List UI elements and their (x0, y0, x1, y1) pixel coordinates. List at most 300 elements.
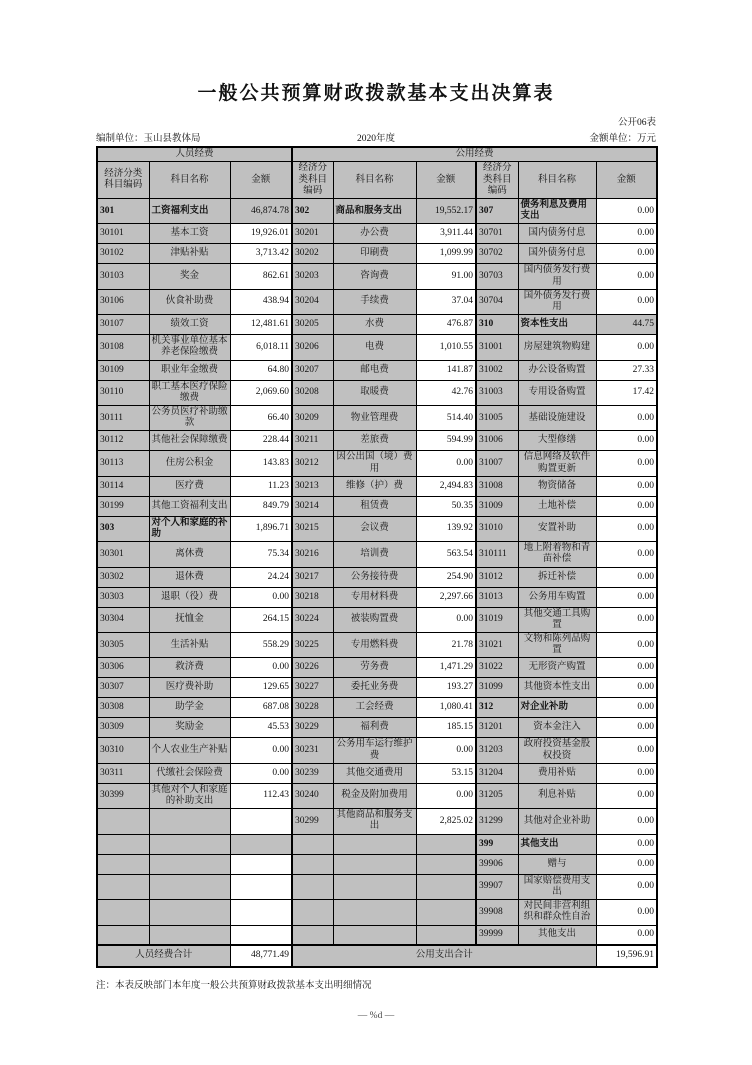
subject-name-cell: 医疗费补助 (149, 678, 230, 698)
subject-name-cell: 被装购置费 (333, 607, 416, 632)
subject-name-cell: 地上附着物和青苗补偿 (518, 542, 596, 567)
amount-cell: 0.00 (596, 925, 657, 945)
subject-name-cell: 其他对个人和家庭的补助支出 (149, 783, 230, 808)
amount-cell: 1,471.29 (416, 658, 476, 678)
code-cell: 30224 (292, 607, 333, 632)
subject-name-cell: 公务接待费 (333, 567, 416, 587)
table-row (97, 516, 657, 541)
subject-name-cell: 维修（护）费 (333, 476, 416, 496)
subject-name-cell: 绩效工资 (149, 315, 230, 335)
doc-number: 公开06表 (617, 117, 656, 128)
column-header: 科目名称 (149, 162, 230, 199)
amount-cell: 0.00 (596, 698, 657, 718)
column-header: 经济分类科目编码 (292, 162, 333, 199)
amount-cell: 24.24 (230, 567, 292, 587)
expenditure-table (96, 146, 658, 968)
amount-cell: 19,552.17 (416, 199, 476, 224)
amount-cell: 0.00 (596, 834, 657, 854)
subject-name-cell: 资本性支出 (518, 315, 596, 335)
code-cell: 30111 (97, 406, 149, 431)
footnote: 注：本表反映部门本年度一般公共预算财政拨款基本支出明细情况 (96, 981, 372, 991)
amount-cell: 0.00 (596, 289, 657, 314)
subject-name-cell: 物业管理费 (333, 406, 416, 431)
code-cell: 30208 (292, 380, 333, 405)
subject-name-cell: 其他社会保障缴费 (149, 431, 230, 451)
amount-cell: 438.94 (230, 289, 292, 314)
subject-name-cell (333, 834, 416, 854)
subject-name-cell (333, 900, 416, 925)
amount-cell (230, 925, 292, 945)
code-cell: 399 (476, 834, 518, 854)
table-row (97, 406, 657, 431)
subject-name-cell: 委托业务费 (333, 678, 416, 698)
code-cell (97, 900, 149, 925)
personnel-total-label: 人员经费合计 (97, 945, 230, 967)
subject-name-cell: 基础设施建设 (518, 406, 596, 431)
amount-cell: 0.00 (230, 587, 292, 607)
code-cell: 30704 (476, 289, 518, 314)
code-cell: 30211 (292, 431, 333, 451)
amount-cell: 0.00 (230, 738, 292, 763)
subject-name-cell: 离休费 (149, 542, 230, 567)
code-cell: 30218 (292, 587, 333, 607)
code-cell (97, 925, 149, 945)
subject-name-cell: 其他对企业补助 (518, 809, 596, 834)
amount-cell: 0.00 (596, 678, 657, 698)
amount-cell: 64.80 (230, 360, 292, 380)
code-cell: 30217 (292, 567, 333, 587)
subject-name-cell: 土地补偿 (518, 496, 596, 516)
code-cell: 30107 (97, 315, 149, 335)
column-header: 经济分类科目编码 (97, 162, 149, 199)
code-cell: 302 (292, 199, 333, 224)
amount-cell: 0.00 (596, 451, 657, 476)
amount-cell (416, 874, 476, 899)
amount-cell: 0.00 (596, 496, 657, 516)
code-cell: 30302 (97, 567, 149, 587)
subject-name-cell: 文物和陈列品购置 (518, 633, 596, 658)
code-cell: 30701 (476, 224, 518, 244)
subject-name-cell: 退职（役）费 (149, 587, 230, 607)
table-row (97, 542, 657, 567)
subject-name-cell: 对企业补助 (518, 698, 596, 718)
subject-name-cell: 专用设备购置 (518, 380, 596, 405)
subject-name-cell: 对民间非营利组织和群众性自治 (518, 900, 596, 925)
code-cell: 310 (476, 315, 518, 335)
code-cell: 30299 (292, 809, 333, 834)
code-cell: 31009 (476, 496, 518, 516)
subject-name-cell: 代缴社会保险费 (149, 763, 230, 783)
amount-cell: 558.29 (230, 633, 292, 658)
table-row (97, 925, 657, 945)
amount-cell: 0.00 (596, 567, 657, 587)
code-cell: 30201 (292, 224, 333, 244)
public-total-amount: 19,596.91 (596, 945, 657, 967)
amount-cell: 563.54 (416, 542, 476, 567)
table-row (97, 335, 657, 360)
table-row (97, 678, 657, 698)
subject-name-cell: 救济费 (149, 658, 230, 678)
code-cell: 30199 (97, 496, 149, 516)
code-cell: 31010 (476, 516, 518, 541)
amount-cell: 12,481.61 (230, 315, 292, 335)
subject-name-cell: 其他资本性支出 (518, 678, 596, 698)
amount-unit-label: 金额单位：万元 (589, 133, 656, 144)
amount-cell: 254.90 (416, 567, 476, 587)
amount-cell: 0.00 (230, 658, 292, 678)
amount-cell: 0.00 (596, 607, 657, 632)
totals-row (97, 945, 657, 967)
amount-cell (230, 900, 292, 925)
amount-cell: 0.00 (596, 809, 657, 834)
subject-name-cell: 其他交通费用 (333, 763, 416, 783)
column-header: 经济分类科目编码 (476, 162, 518, 199)
code-cell: 30399 (97, 783, 149, 808)
subject-name-cell (149, 854, 230, 874)
amount-cell: 0.00 (596, 718, 657, 738)
subject-name-cell: 生活补贴 (149, 633, 230, 658)
code-cell (97, 834, 149, 854)
table-row (97, 763, 657, 783)
amount-cell: 0.00 (596, 854, 657, 874)
amount-cell: 0.00 (596, 335, 657, 360)
amount-cell: 2,494.83 (416, 476, 476, 496)
amount-cell: 91.00 (416, 264, 476, 289)
subject-name-cell: 退休费 (149, 567, 230, 587)
code-cell (292, 900, 333, 925)
amount-cell: 0.00 (596, 476, 657, 496)
amount-cell: 3,713.42 (230, 244, 292, 264)
column-header: 金额 (416, 162, 476, 199)
subject-name-cell: 税金及附加费用 (333, 783, 416, 808)
subject-name-cell: 无形资产购置 (518, 658, 596, 678)
code-cell: 30305 (97, 633, 149, 658)
code-cell (292, 854, 333, 874)
amount-cell (416, 900, 476, 925)
subject-name-cell: 咨询费 (333, 264, 416, 289)
table-row (97, 854, 657, 874)
table-row (97, 698, 657, 718)
subject-name-cell: 国内债务发行费用 (518, 264, 596, 289)
subject-name-cell: 房屋建筑物购建 (518, 335, 596, 360)
table-row (97, 718, 657, 738)
code-cell: 31001 (476, 335, 518, 360)
amount-cell: 17.42 (596, 380, 657, 405)
subject-name-cell: 伙食补助费 (149, 289, 230, 314)
code-cell: 307 (476, 199, 518, 224)
subject-name-cell: 政府投资基金股权投资 (518, 738, 596, 763)
code-cell: 39907 (476, 874, 518, 899)
amount-cell: 193.27 (416, 678, 476, 698)
amount-cell: 21.78 (416, 633, 476, 658)
subject-name-cell: 手续费 (333, 289, 416, 314)
amount-cell (416, 854, 476, 874)
code-cell: 310111 (476, 542, 518, 567)
subject-name-cell: 租赁费 (333, 496, 416, 516)
amount-cell (230, 809, 292, 834)
amount-cell: 6,018.11 (230, 335, 292, 360)
code-cell: 30311 (97, 763, 149, 783)
amount-cell: 0.00 (596, 264, 657, 289)
subject-name-cell: 差旅费 (333, 431, 416, 451)
subject-name-cell: 其他工资福利支出 (149, 496, 230, 516)
amount-cell: 0.00 (596, 658, 657, 678)
code-cell: 30229 (292, 718, 333, 738)
amount-cell: 849.79 (230, 496, 292, 516)
amount-cell: 44.75 (596, 315, 657, 335)
subject-name-cell: 电费 (333, 335, 416, 360)
code-cell: 30102 (97, 244, 149, 264)
subject-name-cell: 会议费 (333, 516, 416, 541)
table-row (97, 783, 657, 808)
amount-cell: 11.23 (230, 476, 292, 496)
table-row (97, 289, 657, 314)
subject-name-cell: 利息补贴 (518, 783, 596, 808)
code-cell: 31021 (476, 633, 518, 658)
amount-cell: 594.99 (416, 431, 476, 451)
amount-cell: 0.00 (596, 244, 657, 264)
subject-name-cell: 水费 (333, 315, 416, 335)
table-row (97, 900, 657, 925)
subject-name-cell: 其他支出 (518, 925, 596, 945)
amount-cell: 0.00 (230, 763, 292, 783)
amount-cell: 112.43 (230, 783, 292, 808)
code-cell: 31008 (476, 476, 518, 496)
table-row (97, 496, 657, 516)
code-cell: 31204 (476, 763, 518, 783)
subject-name-cell (149, 874, 230, 899)
subject-name-cell: 个人农业生产补贴 (149, 738, 230, 763)
code-cell: 30108 (97, 335, 149, 360)
subject-name-cell: 商品和服务支出 (333, 199, 416, 224)
amount-cell: 0.00 (596, 406, 657, 431)
amount-cell: 0.00 (596, 224, 657, 244)
table-row (97, 587, 657, 607)
code-cell: 30205 (292, 315, 333, 335)
subject-name-cell: 培训费 (333, 542, 416, 567)
amount-cell (416, 925, 476, 945)
amount-cell: 476.87 (416, 315, 476, 335)
column-header: 金额 (596, 162, 657, 199)
code-cell: 30101 (97, 224, 149, 244)
code-cell: 30213 (292, 476, 333, 496)
code-cell: 30212 (292, 451, 333, 476)
subject-name-cell: 助学金 (149, 698, 230, 718)
code-cell: 30204 (292, 289, 333, 314)
code-cell: 30226 (292, 658, 333, 678)
code-cell: 30303 (97, 587, 149, 607)
amount-cell: 143.83 (230, 451, 292, 476)
amount-cell: 185.15 (416, 718, 476, 738)
subject-name-cell: 其他支出 (518, 834, 596, 854)
subject-name-cell: 专用材料费 (333, 587, 416, 607)
amount-cell: 0.00 (596, 900, 657, 925)
subject-name-cell: 物资储备 (518, 476, 596, 496)
code-cell: 31099 (476, 678, 518, 698)
code-cell: 31022 (476, 658, 518, 678)
subject-name-cell: 其他商品和服务支出 (333, 809, 416, 834)
amount-cell: 0.00 (596, 587, 657, 607)
subject-name-cell: 职业年金缴费 (149, 360, 230, 380)
subject-name-cell: 印刷费 (333, 244, 416, 264)
subject-name-cell: 其他交通工具购置 (518, 607, 596, 632)
subject-name-cell (333, 854, 416, 874)
public-funds-header: 公用经费 (292, 147, 657, 162)
amount-cell (230, 854, 292, 874)
code-cell: 30202 (292, 244, 333, 264)
code-cell: 30301 (97, 542, 149, 567)
subject-name-cell: 办公设备购置 (518, 360, 596, 380)
public-total-label: 公用支出合计 (292, 945, 596, 967)
table-row (97, 633, 657, 658)
table-row (97, 315, 657, 335)
table-row (97, 380, 657, 405)
amount-cell: 66.40 (230, 406, 292, 431)
subject-name-cell: 对个人和家庭的补助 (149, 516, 230, 541)
code-cell (97, 809, 149, 834)
code-cell: 30309 (97, 718, 149, 738)
subject-name-cell (149, 834, 230, 854)
code-cell: 39906 (476, 854, 518, 874)
subject-name-cell: 工会经费 (333, 698, 416, 718)
subject-name-cell: 津贴补贴 (149, 244, 230, 264)
amount-cell: 0.00 (596, 738, 657, 763)
code-cell: 30109 (97, 360, 149, 380)
code-cell: 30110 (97, 380, 149, 405)
code-cell: 30227 (292, 678, 333, 698)
amount-cell: 27.33 (596, 360, 657, 380)
table-row (97, 809, 657, 834)
code-cell: 30112 (97, 431, 149, 451)
subject-name-cell: 医疗费 (149, 476, 230, 496)
subject-name-cell: 奖励金 (149, 718, 230, 738)
code-cell: 31205 (476, 783, 518, 808)
code-cell: 30209 (292, 406, 333, 431)
table-row (97, 244, 657, 264)
subject-name-cell: 资本金注入 (518, 718, 596, 738)
code-cell: 30306 (97, 658, 149, 678)
table-row (97, 834, 657, 854)
code-cell (97, 854, 149, 874)
subject-name-cell (333, 925, 416, 945)
subject-name-cell: 奖金 (149, 264, 230, 289)
fiscal-year-label: 2020年度 (356, 133, 395, 144)
code-cell: 30114 (97, 476, 149, 496)
amount-cell: 264.15 (230, 607, 292, 632)
code-cell: 30216 (292, 542, 333, 567)
code-cell: 312 (476, 698, 518, 718)
amount-cell: 50.35 (416, 496, 476, 516)
code-cell: 30106 (97, 289, 149, 314)
code-cell: 30215 (292, 516, 333, 541)
subject-name-cell (149, 925, 230, 945)
code-cell: 301 (97, 199, 149, 224)
subject-name-cell: 费用补贴 (518, 763, 596, 783)
code-cell: 31005 (476, 406, 518, 431)
table-row (97, 199, 657, 224)
code-cell: 30231 (292, 738, 333, 763)
amount-cell: 0.00 (596, 874, 657, 899)
code-cell: 31012 (476, 567, 518, 587)
amount-cell: 0.00 (596, 431, 657, 451)
page-number-marker: — %d — (357, 1011, 395, 1021)
subject-name-cell (149, 809, 230, 834)
amount-cell: 139.92 (416, 516, 476, 541)
amount-cell: 46,874.78 (230, 199, 292, 224)
amount-cell: 0.00 (416, 607, 476, 632)
amount-cell: 19,926.01 (230, 224, 292, 244)
code-cell: 30206 (292, 335, 333, 360)
code-cell: 30113 (97, 451, 149, 476)
subject-name-cell: 国外债务发行费用 (518, 289, 596, 314)
amount-cell: 0.00 (416, 738, 476, 763)
amount-cell: 53.15 (416, 763, 476, 783)
code-cell: 31007 (476, 451, 518, 476)
code-cell: 31006 (476, 431, 518, 451)
table-row (97, 264, 657, 289)
table-row (97, 431, 657, 451)
code-cell: 31003 (476, 380, 518, 405)
amount-cell: 2,825.02 (416, 809, 476, 834)
table-row (97, 224, 657, 244)
code-cell: 30310 (97, 738, 149, 763)
subject-name-cell: 住房公积金 (149, 451, 230, 476)
amount-cell (230, 874, 292, 899)
amount-cell: 0.00 (596, 542, 657, 567)
code-cell: 31013 (476, 587, 518, 607)
subject-name-cell: 赠与 (518, 854, 596, 874)
subject-name-cell (333, 874, 416, 899)
amount-cell: 0.00 (416, 783, 476, 808)
code-cell: 30103 (97, 264, 149, 289)
amount-cell: 1,080.41 (416, 698, 476, 718)
subject-name-cell: 职工基本医疗保险缴费 (149, 380, 230, 405)
amount-cell: 3,911.44 (416, 224, 476, 244)
meta-row (96, 130, 656, 144)
amount-cell: 141.87 (416, 360, 476, 380)
subject-name-cell: 抚恤金 (149, 607, 230, 632)
subject-name-cell: 债务利息及费用支出 (518, 199, 596, 224)
personnel-funds-header: 人员经费 (97, 147, 292, 162)
subject-name-cell: 国外债务付息 (518, 244, 596, 264)
code-cell: 39908 (476, 900, 518, 925)
code-cell (292, 834, 333, 854)
subject-name-cell: 机关事业单位基本养老保险缴费 (149, 335, 230, 360)
code-cell: 31203 (476, 738, 518, 763)
amount-cell: 1,010.55 (416, 335, 476, 360)
code-cell: 30228 (292, 698, 333, 718)
amount-cell: 75.34 (230, 542, 292, 567)
subject-name-cell: 公务用车运行维护费 (333, 738, 416, 763)
code-cell: 39999 (476, 925, 518, 945)
code-cell (97, 874, 149, 899)
table-row (97, 607, 657, 632)
column-header: 金额 (230, 162, 292, 199)
amount-cell: 0.00 (596, 516, 657, 541)
personnel-total-amount: 48,771.49 (230, 945, 292, 967)
code-cell: 31201 (476, 718, 518, 738)
amount-cell: 37.04 (416, 289, 476, 314)
subject-name-cell: 福利费 (333, 718, 416, 738)
subject-name-cell: 拆迁补偿 (518, 567, 596, 587)
column-header: 科目名称 (333, 162, 416, 199)
code-cell (292, 925, 333, 945)
code-cell: 303 (97, 516, 149, 541)
table-body (97, 199, 657, 946)
page-title: 一般公共预算财政拨款基本支出决算表 (197, 83, 555, 104)
code-cell: 30307 (97, 678, 149, 698)
column-header: 科目名称 (518, 162, 596, 199)
